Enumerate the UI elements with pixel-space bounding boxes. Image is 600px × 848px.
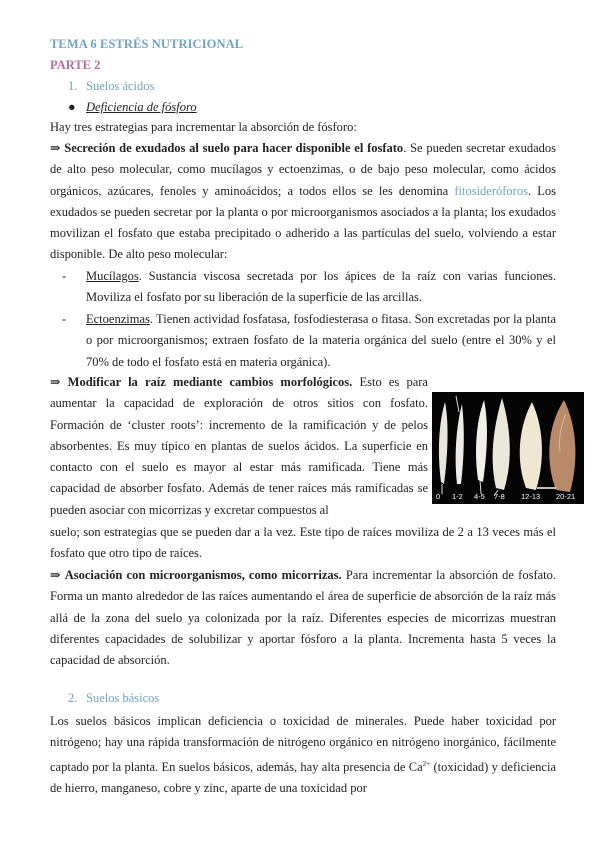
list-item-mucilagos: - Mucílagos. Sustancia viscosa secretada por los ápices de la raíz con varias funciones. Moviliza el fosfato por su liberación de la superficie de las arcillas. — [62, 269, 556, 305]
cluster-roots-photo — [432, 392, 584, 504]
arrow-icon: ⇒ — [50, 568, 61, 582]
section-heading-acidic — [68, 79, 154, 94]
figure-label: 0 — [436, 492, 441, 501]
figure-label-row — [432, 492, 584, 504]
figure-label: 12-13 — [521, 492, 541, 501]
figure-label: 7-8 — [494, 492, 505, 501]
figure-label: 20-21 — [556, 492, 576, 501]
list-item-ectoenzimas: - Ectoenzimas. Tienen actividad fosfatasa, fosfodiesterasa o fitasa. Son excretadas por la planta o por microorganismos; extraen fosfato de la materia orgánica del suelo (entre el 30% y el 70% de todo el fosfato está en materia orgánica). — [62, 312, 556, 369]
strategy-morphology-continued: suelo; son estrategias que se pueden dar a la vez. Este tipo de raíces moviliza de 2 a 13 veces más el fosfato que otro tipo de raíces. — [50, 525, 556, 561]
section-title: Suelos ácidos — [86, 79, 155, 93]
bullet-phosphorus — [68, 100, 197, 115]
cluster-roots-image — [432, 392, 584, 504]
section-number: 1. — [68, 79, 78, 93]
figure-label: 4-5 — [474, 492, 485, 501]
section-heading-basic — [68, 691, 159, 706]
part-heading: PARTE 2 — [50, 58, 101, 72]
term-link: fitosideróforos — [454, 183, 528, 198]
section-number: 2. — [68, 691, 78, 705]
intro-paragraph: Hay tres estrategias para incrementar la absorción de fósforo: — [50, 120, 357, 134]
figure-label: 1-2 — [452, 492, 463, 501]
section-title: Suelos básicos — [86, 691, 160, 705]
strategy-title: Secreción de exudados al suelo para hacer disponible el fosfato — [64, 141, 404, 155]
basic-soils-paragraph: Los suelos básicos implican deficiencia o toxicidad de minerales. Puede haber toxicidad por nitrógeno; hay una rápida transformación de nitrógeno orgánico en nitrógeno inorgánico, fácilmente captado por la planta. En suelos básicos, además, hay alta presencia de $Ca^{2+}$ (toxicidad) y deficiencia de hierro, manganeso, cobre y zinc, aparte de una toxicidad por — [50, 714, 556, 796]
arrow-icon: ⇒ — [50, 375, 61, 389]
doc-title: TEMA 6 ESTRÉS NUTRICIONAL — [50, 37, 244, 51]
term: Mucílagos — [86, 269, 139, 283]
strategy-exudates: ⇒ Secreción de exudados al suelo para hacer disponible el fosfato. Se pueden secretar exudados de alto peso molecular, como mucílagos y ectoenzimas, o de bajo peso molecular, como ácidos orgánicos, azúcares, fenoles y aminoácidos; a todos ellos se les denomina fitosideróforos. Los exudados se pueden secretar por la planta o por microorganismos asociados a la planta; los exudados movilizan el fosfato que estaba precipitado o adherido a las partículas del suelo, volviendo a estar disponible. De alto peso molecular: — [50, 141, 557, 262]
term: Ectoenzimas — [86, 312, 150, 326]
superscript: 2+ — [422, 759, 431, 768]
bullet-text: Deficiencia de fósforo — [86, 100, 197, 114]
strategy-title: Asociación con microorganismos, como micorrizas. — [64, 568, 342, 582]
bullet-dot-icon: ● — [68, 100, 76, 114]
arrow-icon: ⇒ — [50, 141, 61, 155]
strategy-title: Modificar la raíz mediante cambios morfológicos. — [67, 375, 353, 389]
strategy-mycorrhizae: ⇒ Asociación con microorganismos, como micorrizas. Para incrementar la absorción de fosfato. Forma un manto alrededor de las raíces aumentando el área de superficie de absorción de la raíz más allá de la zona del suelo ya colonizada por la raíz. Diferentes especies de micorrizas muestran diferentes capacidades de solubilizar y aportar fósforo a la planta. Incrementa hasta 5 veces la capacidad de absorción. — [50, 568, 556, 668]
strategy-morphology: ⇒ Modificar la raíz mediante cambios morfológicos. Esto es para aumentar la capacidad de exploración de otros sitios con fosfato. Formación de ‘cluster roots’: incremento de la ramificación y de pelos absorbentes. Es muy típico en plantas de suelos ácidos. La superficie en contacto con el suelo es mayor al estar más ramificada. Tiene más capacidad de absorber fosfato. Además de tener raíces más ramificadas se pueden asociar con micorrizas y excretar compuestos al — [50, 375, 428, 517]
